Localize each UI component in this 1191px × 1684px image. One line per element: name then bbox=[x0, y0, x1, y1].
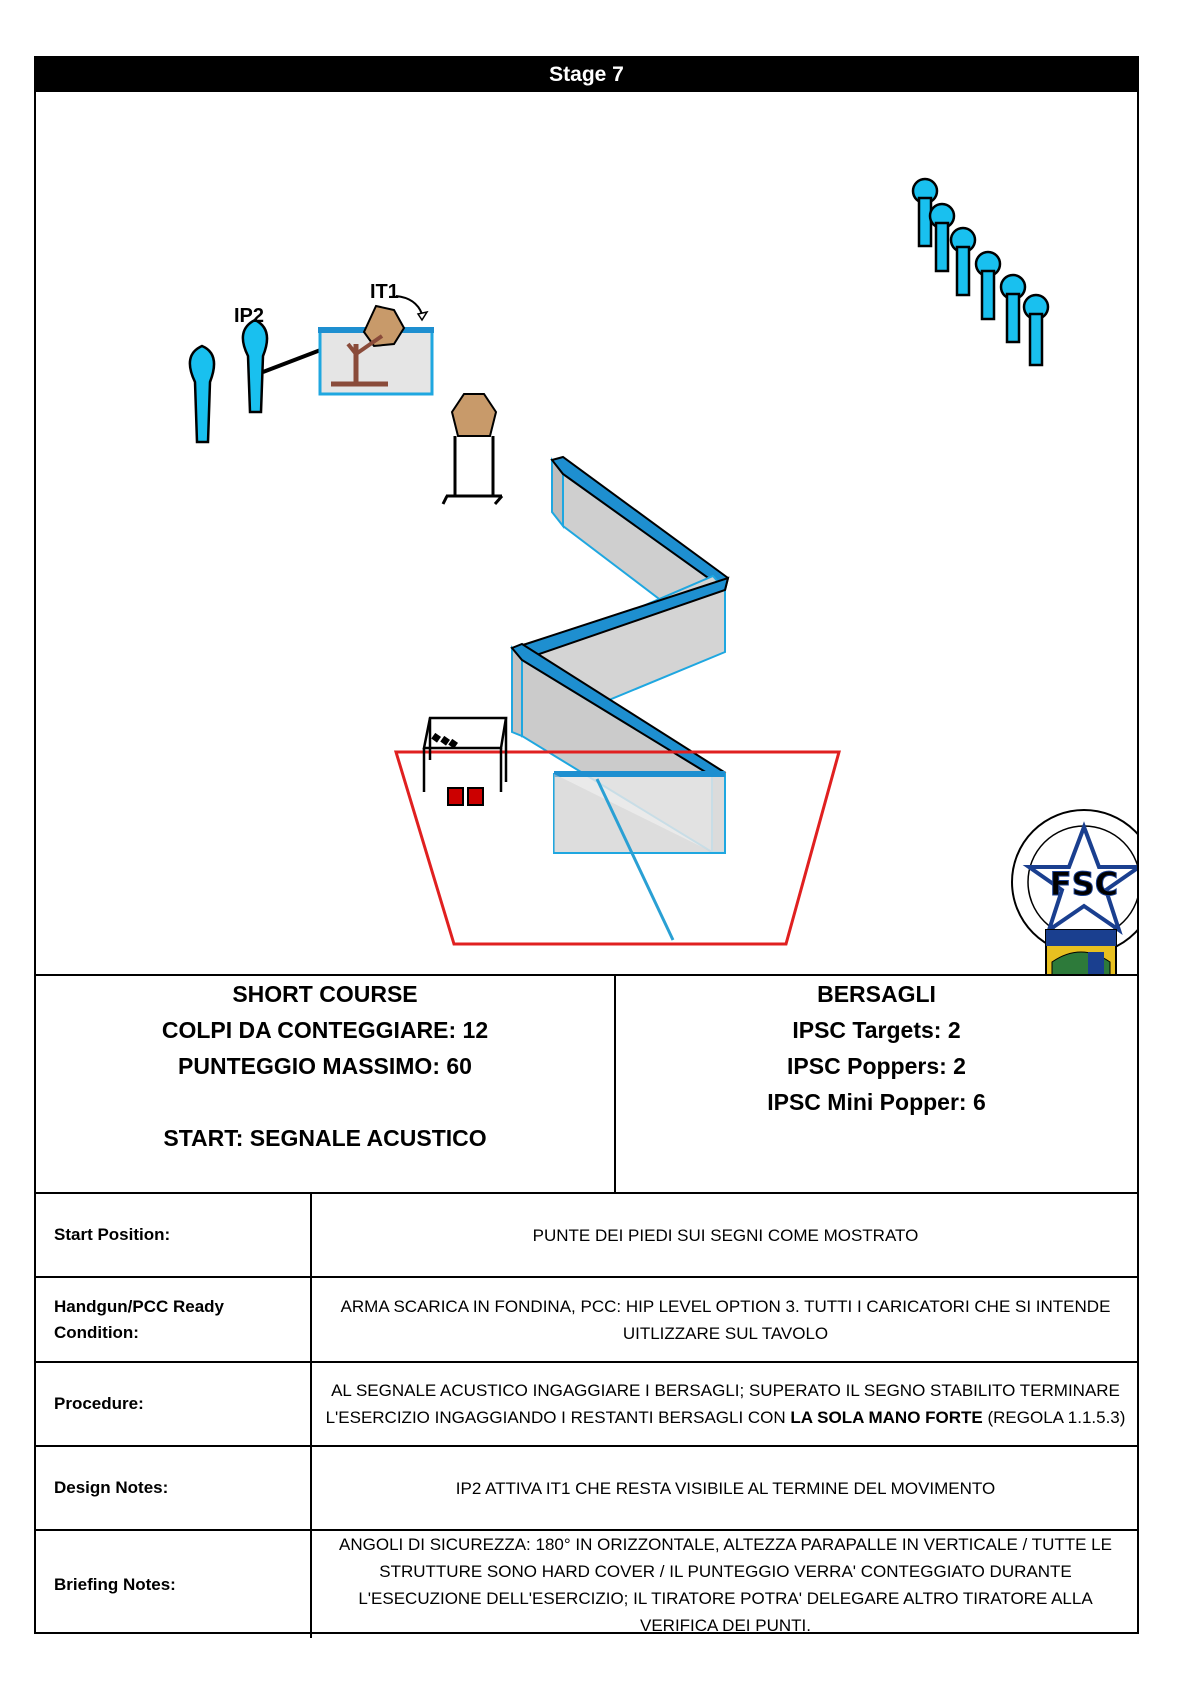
design-notes-label: Design Notes: bbox=[36, 1447, 312, 1529]
mini-poppers-count: IPSC Mini Popper: 6 bbox=[767, 1089, 986, 1115]
rounds-count: COLPI DA CONTEGGIARE: 12 bbox=[161, 1017, 489, 1043]
start-table bbox=[424, 718, 506, 792]
procedure-strong-hand: LA SOLA MANO FORTE bbox=[790, 1408, 983, 1427]
start-position-label: Start Position: bbox=[36, 1194, 312, 1276]
start-foot-marks bbox=[448, 788, 483, 805]
targets-heading: BERSAGLI bbox=[817, 981, 936, 1007]
ipsc-target bbox=[443, 394, 502, 504]
ipsc-targets-count: IPSC Targets: 2 bbox=[792, 1017, 961, 1043]
design-notes-value: IP2 ATTIVA IT1 CHE RESTA VISIBILE AL TERMINE DEL MOVIMENTO bbox=[455, 1478, 996, 1498]
it1-label: IT1 bbox=[370, 281, 399, 303]
procedure-value bbox=[314, 1363, 1137, 1445]
row-briefing-notes bbox=[36, 1531, 1137, 1638]
stage-summary bbox=[36, 976, 1137, 1194]
stage-sheet bbox=[34, 56, 1139, 1634]
max-points: PUNTEGGIO MASSIMO: 60 bbox=[178, 1053, 472, 1079]
fitds-federation-logo bbox=[1046, 930, 1116, 974]
course-type: SHORT COURSE bbox=[232, 981, 418, 1007]
stage-details-table bbox=[36, 1194, 1137, 1638]
ipsc-popper-ip2 bbox=[243, 320, 267, 412]
procedure-label: Procedure: bbox=[36, 1363, 312, 1445]
procedure-rule: (REGOLA 1.1.5.3) bbox=[982, 1408, 1126, 1427]
ready-condition-label: Handgun/PCC Ready Condition: bbox=[36, 1278, 312, 1361]
briefing-notes-label: Briefing Notes: bbox=[36, 1531, 312, 1638]
row-ready-condition bbox=[36, 1278, 1137, 1363]
row-design-notes bbox=[36, 1447, 1137, 1531]
ipsc-popper bbox=[190, 346, 214, 442]
stage-diagram bbox=[36, 92, 1137, 976]
stage-diagram-svg bbox=[36, 92, 1137, 974]
summary-course bbox=[36, 976, 616, 1192]
mini-popper bbox=[1024, 295, 1048, 365]
row-start-position bbox=[36, 1194, 1137, 1278]
start-signal: START: SEGNALE ACUSTICO bbox=[163, 1125, 487, 1151]
mini-popper bbox=[951, 228, 975, 295]
mini-popper bbox=[976, 252, 1000, 319]
ready-condition-value: ARMA SCARICA IN FONDINA, PCC: HIP LEVEL OPTION 3. TUTTI I CARICATORI CHE SI INTENDE UITLIZZARE SUL TAVOLO bbox=[340, 1296, 1111, 1343]
ip2-label: IP2 bbox=[234, 305, 265, 327]
summary-targets bbox=[616, 976, 1137, 1192]
mini-popper bbox=[1001, 275, 1025, 342]
row-procedure bbox=[36, 1363, 1137, 1447]
stage-title: Stage 7 bbox=[36, 58, 1137, 92]
procedure-text: AL SEGNALE ACUSTICO INGAGGIARE I BERSAGLI; SUPERATO IL SEGNO STABILITO TERMINARE L'ESERCIZIO INGAGGIANDO I RESTANTI BERSAGLI CON bbox=[325, 1381, 1120, 1427]
svg-text:FSC: FSC bbox=[1049, 865, 1119, 903]
it1-swinger bbox=[318, 296, 434, 394]
start-position-value: PUNTE DEI PIEDI SUI SEGNI COME MOSTRATO bbox=[532, 1225, 919, 1245]
mini-popper-group bbox=[913, 179, 1048, 365]
briefing-notes-value: ANGOLI DI SICUREZZA: 180° IN ORIZZONTALE, ALTEZZA PARAPALLE IN VERTICALE / TUTTE LE STRUTTURE SONO HARD COVER / IL PUNTEGGIO VERRA' CONTEGGIATO DURANTE L'ESECUZIONE DELL'ESERCIZIO; IL TIRATORE POTRA' DELEGARE ALTRO TIRATORE ALLA VERIFICA DEI PUNTI. bbox=[339, 1534, 1112, 1635]
ipsc-poppers-count: IPSC Poppers: 2 bbox=[787, 1053, 966, 1079]
